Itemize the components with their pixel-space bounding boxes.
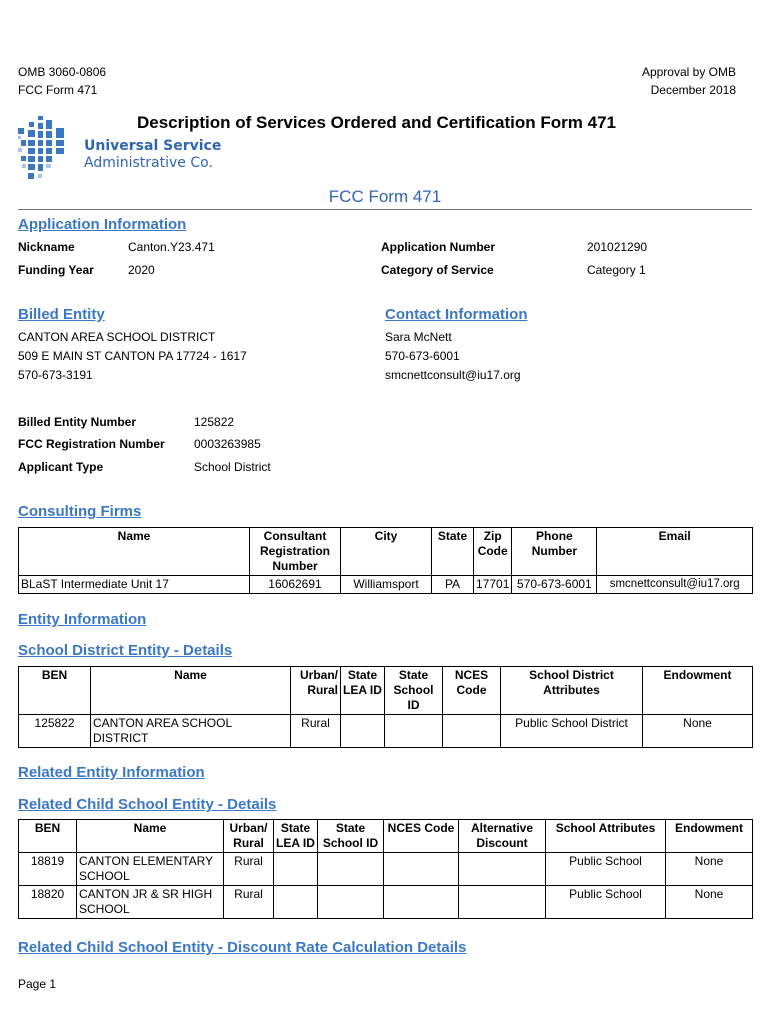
related-child-heading: Related Child School Entity - Details	[18, 796, 277, 813]
cell-consultant-reg: 16062691	[250, 576, 341, 594]
col-state-school-id: State School ID	[318, 820, 384, 853]
cell-nces-code	[384, 886, 459, 919]
col-city: City	[341, 528, 432, 576]
cell-nces-code	[443, 715, 501, 748]
cell-endowment: None	[643, 715, 753, 748]
col-state-lea-id: State LEA ID	[341, 667, 385, 715]
cell-phone: 570-673-6001	[512, 576, 597, 594]
contact-phone: 570-673-6001	[385, 349, 460, 363]
district-entity-table	[18, 666, 753, 748]
cell-name: CANTON JR & SR HIGH SCHOOL	[77, 886, 224, 919]
contact-name: Sara McNett	[385, 330, 452, 344]
logo-line2: Administrative Co.	[84, 155, 213, 171]
cell-name: CANTON ELEMENTARY SCHOOL	[77, 853, 224, 886]
funding-year-value: 2020	[128, 263, 155, 277]
col-email: Email	[597, 528, 753, 576]
billed-entity-address: 509 E MAIN ST CANTON PA 17724 - 1617	[18, 349, 247, 363]
billed-entity-phone: 570-673-3191	[18, 368, 93, 382]
ben-label: Billed Entity Number	[18, 415, 137, 429]
col-state-lea-id: State LEA ID	[274, 820, 318, 853]
col-name: Name	[91, 667, 291, 715]
table-row	[19, 886, 753, 919]
cell-alternative-discount	[459, 886, 546, 919]
table-row	[19, 853, 753, 886]
table-header-row	[19, 528, 753, 576]
cell-endowment: None	[666, 886, 753, 919]
form-title: FCC Form 471	[328, 187, 442, 206]
contact-email: smcnettconsult@iu17.org	[385, 368, 521, 382]
cell-endowment: None	[666, 853, 753, 886]
applicant-type-label: Applicant Type	[18, 460, 104, 474]
usac-logo-text	[84, 138, 221, 172]
funding-year-label: Funding Year	[18, 263, 94, 277]
col-nces-code: NCES Code	[384, 820, 459, 853]
table-header-row	[19, 667, 753, 715]
cell-state-lea-id	[274, 853, 318, 886]
fcc-reg-value: 0003263985	[194, 437, 261, 451]
related-child-table	[18, 819, 753, 919]
district-entity-heading: School District Entity - Details	[18, 642, 233, 659]
usac-logo-icon	[16, 114, 76, 184]
col-school-attributes: School Attributes	[546, 820, 666, 853]
col-state: State	[432, 528, 474, 576]
col-zip: Zip Code	[474, 528, 512, 576]
cell-ben: 18820	[19, 886, 77, 919]
omb-number: OMB 3060-0806	[18, 65, 107, 79]
application-info-heading: Application Information	[18, 216, 187, 233]
col-nces-code: NCES Code	[443, 667, 501, 715]
cell-state-school-id	[318, 853, 384, 886]
col-consultant-reg: Consultant Registration Number	[250, 528, 341, 576]
table-row	[19, 576, 753, 594]
ben-value: 125822	[194, 415, 235, 429]
omb-approval: Approval by OMB	[641, 65, 736, 79]
related-entity-heading: Related Entity Information	[18, 764, 205, 781]
cell-alternative-discount	[459, 853, 546, 886]
cell-district-attributes: Public School District	[501, 715, 643, 748]
cell-state-lea-id	[274, 886, 318, 919]
cell-state: PA	[432, 576, 474, 594]
nickname-label: Nickname	[18, 240, 75, 254]
col-endowment: Endowment	[643, 667, 753, 715]
cell-urban-rural: Rural	[291, 715, 341, 748]
applicant-type-value: School District	[194, 460, 271, 474]
consulting-firms-heading: Consulting Firms	[18, 503, 142, 520]
billed-entity-name: CANTON AREA SCHOOL DISTRICT	[18, 330, 216, 344]
cell-state-school-id	[318, 886, 384, 919]
cell-urban-rural: Rural	[224, 886, 274, 919]
col-ben: BEN	[19, 820, 77, 853]
nickname-value: Canton.Y23.471	[128, 240, 215, 254]
entity-info-heading: Entity Information	[18, 611, 147, 628]
category-value: Category 1	[587, 263, 646, 277]
cell-state-school-id	[385, 715, 443, 748]
cell-zip: 17701	[474, 576, 512, 594]
approval-date: December 2018	[650, 83, 736, 97]
page-number: Page 1	[18, 977, 57, 991]
cell-name: BLaST Intermediate Unit 17	[19, 576, 250, 594]
consulting-firms-table	[18, 527, 753, 594]
cell-school-attributes: Public School	[546, 853, 666, 886]
col-district-attributes: School District Attributes	[501, 667, 643, 715]
cell-nces-code	[384, 853, 459, 886]
contact-info-heading: Contact Information	[385, 306, 528, 323]
table-header-row	[19, 820, 753, 853]
fcc-reg-label: FCC Registration Number	[18, 437, 165, 451]
cell-ben: 18819	[19, 853, 77, 886]
cell-email: smcnettconsult@iu17.org	[597, 576, 753, 594]
page-title: Description of Services Ordered and Certification Form 471	[137, 113, 616, 132]
col-urban-rural: Urban/ Rural	[224, 820, 274, 853]
table-row	[19, 715, 753, 748]
cell-state-lea-id	[341, 715, 385, 748]
col-alternative-discount: Alternative Discount	[459, 820, 546, 853]
cell-school-attributes: Public School	[546, 886, 666, 919]
cell-name: CANTON AREA SCHOOL DISTRICT	[91, 715, 291, 748]
col-state-school-id: State School ID	[385, 667, 443, 715]
col-ben: BEN	[19, 667, 91, 715]
col-endowment: Endowment	[666, 820, 753, 853]
category-label: Category of Service	[381, 263, 494, 277]
title-divider	[18, 209, 752, 210]
col-phone: Phone Number	[512, 528, 597, 576]
billed-entity-heading: Billed Entity	[18, 306, 105, 323]
col-name: Name	[19, 528, 250, 576]
application-number-value: 201021290	[587, 240, 648, 254]
col-name: Name	[77, 820, 224, 853]
col-urban-rural: Urban/ Rural	[291, 667, 341, 715]
cell-urban-rural: Rural	[224, 853, 274, 886]
discount-rate-heading: Related Child School Entity - Discount Rate Calculation Details	[18, 939, 467, 956]
cell-city: Williamsport	[341, 576, 432, 594]
form-number: FCC Form 471	[18, 83, 98, 97]
application-number-label: Application Number	[381, 240, 496, 254]
cell-ben: 125822	[19, 715, 91, 748]
logo-line1: Universal Service	[84, 138, 222, 154]
